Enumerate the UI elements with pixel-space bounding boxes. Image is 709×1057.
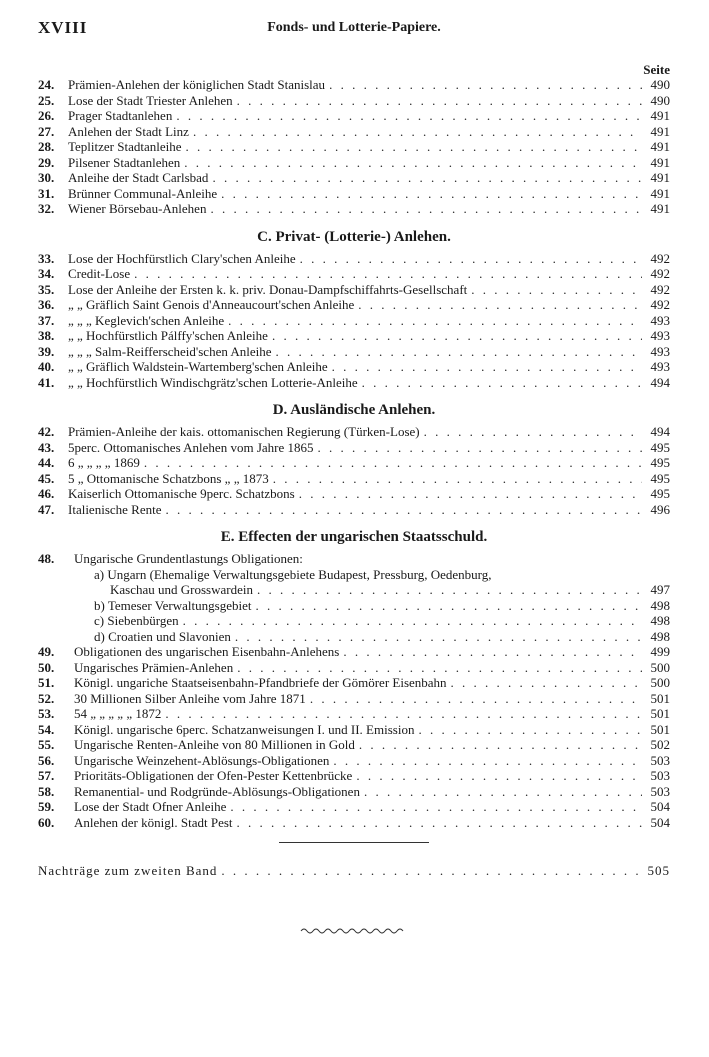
toc-entry [38,251,670,267]
leader-dots [233,815,642,831]
entry-title: Lose der Stadt Triester Anlehen [68,92,233,108]
seite-label: Seite [643,62,670,77]
toc-entry [38,359,670,375]
toc-entry [38,201,670,217]
toc-entry [38,471,670,487]
entry-page: 491 [650,185,670,201]
toc-entry [38,328,670,344]
toc-subentry [38,582,670,598]
toc-entry [38,440,670,456]
entry-number: 36. [38,297,55,312]
entry-48 [38,551,670,644]
page-header [38,18,670,40]
entry-number: 44. [38,455,55,470]
toc-entry [38,93,670,109]
entry-number: 56. [38,752,55,768]
leader-dots [414,722,642,738]
entry-title: Prämien-Anleihe der kais. ottomanischen Regierung (Türken-Lose) [68,424,420,439]
leader-dots [233,660,642,676]
toc-entry [38,424,670,440]
entry-title: Prioritäts-Obligationen der Ofen-Pester Kettenbrücke [74,768,353,783]
entry-number: 53. [38,706,55,721]
leader-dots [217,863,642,879]
toc-entry [38,737,670,753]
entry-title: Kaiserlich Ottomanische 9perc. Schatzbons [68,486,295,501]
entry-title: Ungarische Grundentlastungs Obligationen: [74,551,303,566]
toc-entry [38,375,670,391]
toc-entry [38,266,670,282]
leader-dots [296,251,642,267]
entry-number: 57. [38,768,55,783]
entry-title: 5perc. Ottomanisches Anlehen vom Jahre 1865 [68,439,314,455]
entry-title: b) Temeser Verwaltungsgebiet [94,597,252,613]
section-e-heading: E. Effecten der ungarischen Staatsschuld. [220,529,488,545]
entry-title: Prager Stadtanlehen [68,108,173,123]
entry-number: 27. [38,123,55,139]
entry-page: 491 [650,108,670,123]
toc-entry [38,753,670,769]
entry-number: 47. [38,501,55,517]
entry-number: 49. [38,644,55,659]
entry-number: 52. [38,690,55,706]
toc-subentry [38,567,670,583]
entry-title: Wiener Börsebau-Anlehen [68,201,207,216]
entry-title: Nachträge zum zweiten Band [38,863,218,878]
toc-entry [38,313,670,329]
toc-entry [38,644,670,660]
leader-dots [328,359,642,375]
entry-title: „ „ „ Keglevich'schen Anleihe [68,312,225,328]
leader-dots [447,675,642,691]
entry-title: 54 „ „ „ „ „ 1872 [74,706,162,721]
entry-number: 30. [38,170,55,185]
leader-dots [268,328,642,344]
entry-page: 492 [650,297,670,312]
leader-dots [269,471,642,487]
entry-number: 29. [38,154,55,170]
entry-title: Lose der Anleihe der Ersten k. k. priv. Donau-Dampfschiffahrts-Gesellschaft [68,281,468,297]
entry-title: Königl. ungariche Staatseisenbahn-Pfandbriefe der Gömörer Eisenbahn [74,675,447,690]
section-d-heading: D. Ausländische Anlehen. [272,402,436,418]
toc-entry [38,486,670,502]
toc-entry [38,186,670,202]
entry-number: 43. [38,439,55,455]
entry-number: 24. [38,77,55,92]
entry-number: 28. [38,139,55,154]
toc-entry [38,139,670,155]
entry-title: 30 Millionen Silber Anleihe vom Jahre 1871 [74,690,306,706]
leader-dots [208,170,642,186]
leader-dots [251,598,642,614]
entry-number: 45. [38,470,55,486]
entry-page: 498 [650,613,670,628]
entry-page: 493 [650,359,670,374]
leader-dots [130,266,642,282]
leader-dots [206,201,642,217]
entry-title: 5 „ Ottomanische Schatzbons „ „ 1873 [68,470,269,486]
toc-entry [38,297,670,313]
leader-dots [329,753,642,769]
entry-page: 501 [650,690,670,706]
entry-number: 38. [38,328,55,343]
toc-entry [38,722,670,738]
leader-dots [354,297,642,313]
entry-title: Italienische Rente [68,501,162,517]
toc-entry [38,784,670,800]
entry-title: „ „ Gräflich Waldstein-Wartemberg'schen Anleihe [68,359,328,374]
entry-number: 39. [38,343,55,359]
leader-dots [339,644,642,660]
entry-page: 495 [650,439,670,455]
toc-entry [38,155,670,171]
leader-dots [189,124,642,140]
entry-number: 50. [38,659,55,675]
entry-number: 46. [38,486,55,501]
entry-title: Pilsener Stadtanlehen [68,154,181,170]
entry-number: 34. [38,266,55,281]
entry-number: 58. [38,783,55,799]
toc-entry [38,768,670,784]
toc-entry [38,124,670,140]
entry-page: 490 [650,77,670,92]
entry-page: 495 [650,486,670,501]
entry-page: 500 [650,659,670,675]
entry-title: Anleihe der Stadt Carlsbad [68,170,209,185]
leader-dots [358,375,642,391]
entry-page: 494 [650,374,670,390]
entry-title: Remanential- und Rodgründe-Ablösungs-Obligationen [74,783,360,799]
entry-page: 493 [650,343,670,359]
toc-entry [38,455,670,471]
toc-entry [38,551,670,567]
entry-title: Prämien-Anlehen der königlichen Stadt Stanislau [68,77,326,92]
entry-number: 25. [38,92,55,108]
leader-dots [253,582,642,598]
entry-number: 37. [38,312,55,328]
leader-dots [306,691,642,707]
leader-dots [295,486,642,502]
entry-page: 495 [650,455,670,470]
leader-dots [355,737,642,753]
entry-page: 498 [650,628,670,644]
leader-dots [467,282,642,298]
entry-title: Anlehen der königl. Stadt Pest [74,814,233,830]
leader-dots [352,768,642,784]
leader-dots [360,784,642,800]
entry-page: 496 [650,501,670,517]
toc-entry [38,706,670,722]
page [38,18,670,941]
toc-entry [38,675,670,691]
entry-page: 501 [650,721,670,737]
leader-dots [161,706,642,722]
entry-page: 501 [650,706,670,721]
entry-page: 491 [650,123,670,139]
entry-title: Ungarisches Prämien-Anlehen [74,659,234,675]
entry-number: 41. [38,374,55,390]
toc-entry [38,502,670,518]
list-section-d [38,424,670,517]
entry-number: 54. [38,721,55,737]
entry-page: 502 [650,737,670,752]
leader-dots [182,139,642,155]
entry-number: 31. [38,185,55,201]
leader-dots [179,613,642,629]
entry-page: 500 [650,675,670,690]
entry-page: 492 [650,266,670,281]
toc-entry [38,282,670,298]
entry-title: Lose der Hochfürstlich Clary'schen Anleihe [68,250,296,266]
leader-dots [420,424,642,440]
leader-dots [272,344,642,360]
page-number: XVIII [38,18,88,37]
entry-title: Obligationen des ungarischen Eisenbahn-Anlehens [74,644,340,659]
entry-title: Ungarische Renten-Anleihe von 80 Millionen in Gold [74,737,355,752]
entry-title: c) Siebenbürgen [94,613,179,628]
entry-page: 492 [650,250,670,266]
entry-page: 493 [650,312,670,328]
list-group-b [38,77,670,217]
entry-title: Anlehen der Stadt Linz [68,123,189,139]
entry-title: Teplitzer Stadtanleihe [68,139,182,154]
leader-dots [172,108,642,124]
entry-number: 33. [38,250,55,266]
toc-entry [38,77,670,93]
leader-dots [233,93,642,109]
toc-entry [38,629,670,645]
entry-page: 490 [650,92,670,108]
entry-number: 48. [38,551,55,566]
leader-dots [314,440,643,456]
toc-entry [38,691,670,707]
section-c-heading: C. Privat- (Lotterie-) Anlehen. [257,228,451,245]
toc-entry [38,815,670,831]
entry-page: 491 [650,201,670,216]
toc-entry [38,598,670,614]
leader-dots [224,313,642,329]
toc-entry [38,344,670,360]
toc-entry-nachtrag [38,863,670,879]
entry-page: 503 [650,783,670,799]
entry-page: 499 [650,644,670,659]
toc-entry [38,799,670,815]
toc-entry [38,613,670,629]
divider-rule [279,842,429,843]
entry-title: „ „ Gräflich Saint Genois d'Anneaucourt'schen Anleihe [68,297,355,312]
entry-page: 497 [650,582,670,597]
entry-number: 51. [38,675,55,690]
list-section-e [38,644,670,830]
entry-title: Lose der Stadt Ofner Anleihe [74,799,227,814]
leader-dots [217,186,642,202]
entry-title: „ „ Hochfürstlich Pálffy'schen Anleihe [68,328,268,343]
entry-number: 60. [38,814,55,830]
entry-title: Königl. ungarische 6perc. Schatzanweisungen I. und II. Emission [74,721,415,737]
leader-dots [231,629,642,645]
leader-dots [180,155,642,171]
entry-page: 494 [650,424,670,439]
entry-number: 32. [38,201,55,216]
entry-title: „ „ „ Salm-Reifferscheid'schen Anleihe [68,343,272,359]
entry-page: 503 [650,768,670,783]
entry-title: d) Croatien und Slavonien [94,628,231,644]
toc-entry [38,108,670,124]
list-entry-48-subs [38,598,670,645]
entry-title: Ungarische Weinzehent-Ablösungs-Obligationen [74,752,330,768]
entry-page: 492 [650,281,670,297]
toc-entry [38,170,670,186]
entry-title: Brünner Communal-Anleihe [68,185,218,201]
entry-page: 493 [650,328,670,343]
leader-dots [140,455,642,471]
entry-number: 35. [38,281,55,297]
page-title: Fonds- und Lotterie-Papiere. [267,20,441,35]
list-section-c [38,251,670,391]
entry-page: 505 [647,863,670,878]
toc-entry [38,660,670,676]
entry-title: Credit-Lose [68,266,131,281]
leader-dots [226,799,642,815]
entry-page: 495 [650,470,670,486]
entry-page: 504 [650,799,670,814]
leader-dots [325,77,642,93]
entry-number: 42. [38,424,55,439]
entry-title: Kaschau und Grosswardein [110,582,253,597]
entry-title: a) Ungarn (Ehemalige Verwaltungsgebiete Budapest, Pressburg, Oedenburg, [94,566,492,582]
entry-number: 26. [38,108,55,123]
entry-page: 498 [650,597,670,613]
entry-page: 491 [650,139,670,154]
leader-dots [162,502,643,518]
entry-number: 40. [38,359,55,374]
entry-title: 6 „ „ „ „ 1869 [68,455,140,470]
entry-number: 59. [38,799,55,814]
entry-page: 491 [650,170,670,185]
entry-title: „ „ Hochfürstlich Windischgrätz'schen Lotterie-Anleihe [68,374,358,390]
entry-page: 504 [650,814,670,830]
entry-page: 503 [650,752,670,768]
entry-page: 491 [650,154,670,170]
entry-number: 55. [38,737,55,752]
ornament-squiggle [38,923,670,941]
